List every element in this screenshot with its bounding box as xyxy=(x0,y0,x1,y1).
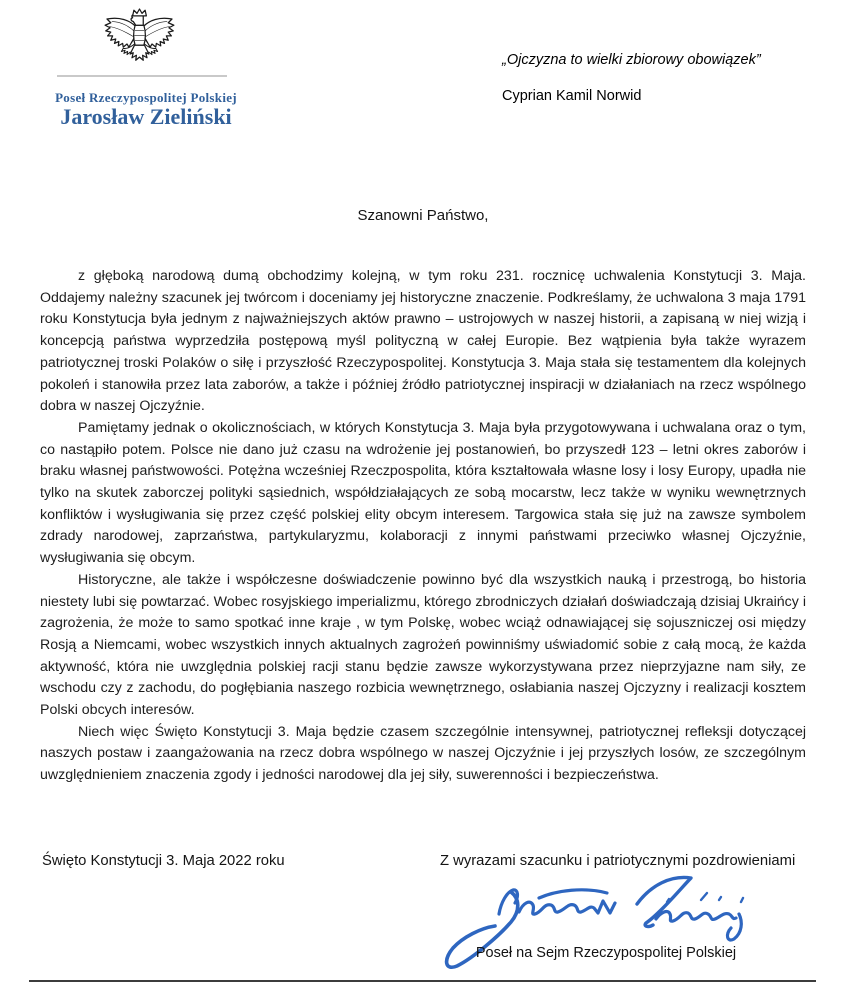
paragraph-2: Pamiętamy jednak o okolicznościach, w których Konstytucja 3. Maja była przygotowywana i uchwalana oraz o tym, co nastąpiło potem. Polsce nie dano już czasu na wdrożenie jej postanowień, bo przyszedł 123 – letni okres zaborów i braku własnej państwowości. Potężna wcześniej Rzeczpospolita, która kształtowała własne losy i losy Europy, upadła nie tylko na skutek zaborczej polityki sąsiednich, współdziałających ze sobą mocarstw, lecz także w wyniku wewnętrznych konfliktów i wysługiwania się przez część polskiej elity obcym interesem. Targowica stała się już na zawsze symbolem zdrady narodowej, zaprzaństwa, partykularyzmu, kolaboracji z innymi państwami przeciwko własnej Ojczyźnie, wysługiwania się obcym. xyxy=(40,419,806,567)
salutation: Szanowni Państwo, xyxy=(357,207,489,224)
paragraph-3: Historyczne, ale także i współczesne doświadczenie powinno być dla wszystkich nauką i przestrogą, bo historia niestety lubi się powtarzać. Wobec rosyjskiego imperializmu, którego zbrodniczych działań doświadczają dzisiaj Ukraińcy i zagrożenia, że może to samo spotkać inne kraje , w tym Polskę, wobec wciąż odnawiającej się sojuszniczej osi między Rosją a Niemcami, wobec wszystkich innych aktualnych zagrożeń powinniśmy uświadomić sobie z całą mocą, że każda aktywność, która nie uwzględnia polskiej racji stanu będzie zawsze wykorzystywana przez nieprzyjazne nam siły, ze wschodu czy z zachodu, do pogłębiania naszego rozbicia wewnętrznego, osłabiania naszej Ojczyzny i realizacji kosztem Polski obcych interesów. xyxy=(40,571,806,719)
motto-author: Cyprian Kamil Norwid xyxy=(502,88,642,104)
motto-quote: „Ojczyzna to wielki zbiorowy obowiązek” xyxy=(502,52,761,68)
header-divider xyxy=(57,75,227,77)
signature-title: Poseł na Sejm Rzeczypospolitej Polskiej xyxy=(475,945,737,961)
date-line: Święto Konstytucji 3. Maja 2022 roku xyxy=(42,853,285,869)
letter-body xyxy=(40,266,806,787)
header-office-title: Poseł Rzeczypospolitej Polskiej xyxy=(55,90,237,105)
polish-eagle-icon xyxy=(102,7,177,71)
closing-line: Z wyrazami szacunku i patriotycznymi pozdrowieniami xyxy=(440,853,796,869)
page-footer-rule xyxy=(29,980,816,982)
header-deputy-name: Jarosław Zieliński xyxy=(60,104,232,129)
paragraph-4: Niech więc Święto Konstytucji 3. Maja będzie czasem szczególnie intensywnej, patriotycznej refleksji dotyczącej naszych postaw i zaangażowania na rzecz dobra wspólnego w naszej Ojczyźnie i jej przyszłych losów, ze szczególnym uwzględnieniem znaczenia zgody i jedności narodowej dla jej siły, suwerenności i bezpieczeństwa. xyxy=(40,723,806,784)
paragraph-1: z głęboką narodową dumą obchodzimy kolejną, w tym roku 231. rocznicę uchwalenia Konstytucji 3. Maja. Oddajemy należny szacunek jej twórcom i doceniamy jej historyczne znaczenie. Podkreślamy, że uchwalona 3 maja 1791 roku Konstytucja była jednym z najważniejszych aktów prawno – ustrojowych w naszej historii, a zapisaną w niej wizją i koncepcją państwa wyprzedziła postępową myśl polityczną w całej Europie. Bez wątpienia była także wyrazem patriotycznej troski Polaków o siłę i przyszłość Rzeczypospolitej. Konstytucja 3. Maja stała się testamentem dla kolejnych pokoleń i stanowiła przez lata zaborów, a także i później źródło patriotycznej inspiracji w działaniach na rzecz wspólnego dobra w naszej Ojczyźnie. xyxy=(40,268,806,415)
